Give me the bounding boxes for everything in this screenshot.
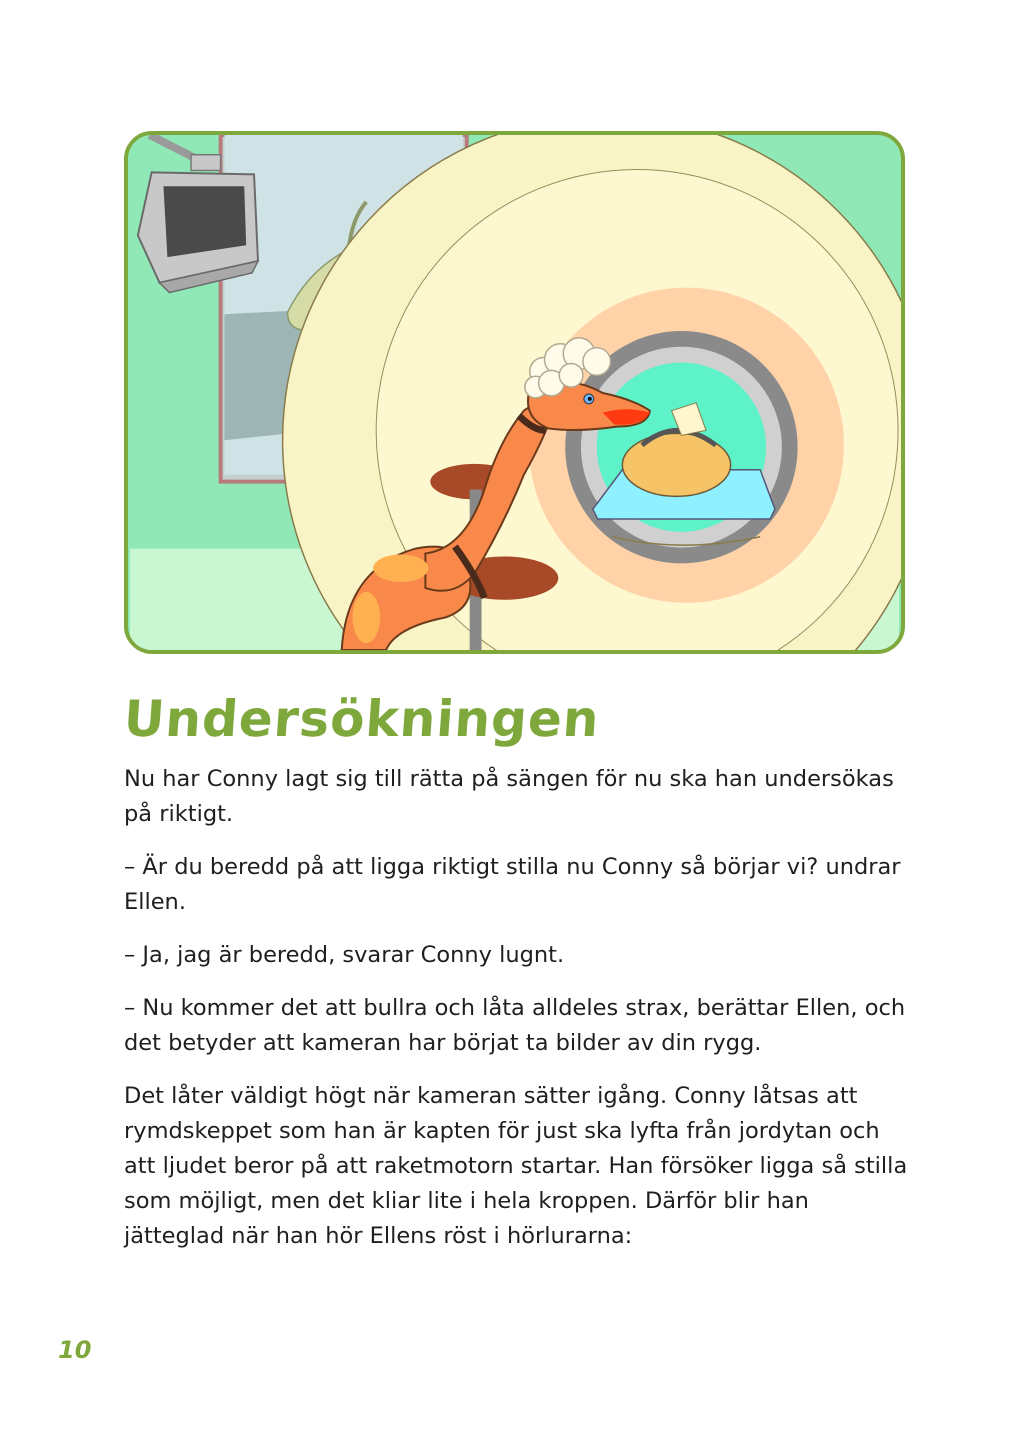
mri-scene-illustration: [124, 131, 905, 654]
story-text: [124, 762, 914, 1272]
chapter-heading: Undersökningen: [121, 690, 602, 748]
paragraph: – Ja, jag är beredd, svarar Conny lugnt.: [124, 942, 565, 968]
paragraph: Det låter väldigt högt när kameran sätter igång. Conny låtsas att rymdskeppet som han är kapten för just ska lyfta från jordytan och att ljudet beror på att raketmotorn startar. Han försöker ligga så stilla som möjligt, men det kliar lite i hela kroppen. Därför blir han jätteglad när han hör Ellens röst i hörlurarna:: [124, 1083, 908, 1249]
page-number: 10: [58, 1336, 92, 1364]
paragraph: – Nu kommer det att bullra och låta alldeles strax, berättar Ellen, och det betyder att kameran har börjat ta bilder av din rygg.: [124, 995, 906, 1056]
paragraph: Nu har Conny lagt sig till rätta på sängen för nu ska han undersökas på riktigt.: [124, 766, 894, 827]
paragraph: – Är du beredd på att ligga riktigt stilla nu Conny så börjar vi? undrar Ellen.: [124, 854, 901, 915]
